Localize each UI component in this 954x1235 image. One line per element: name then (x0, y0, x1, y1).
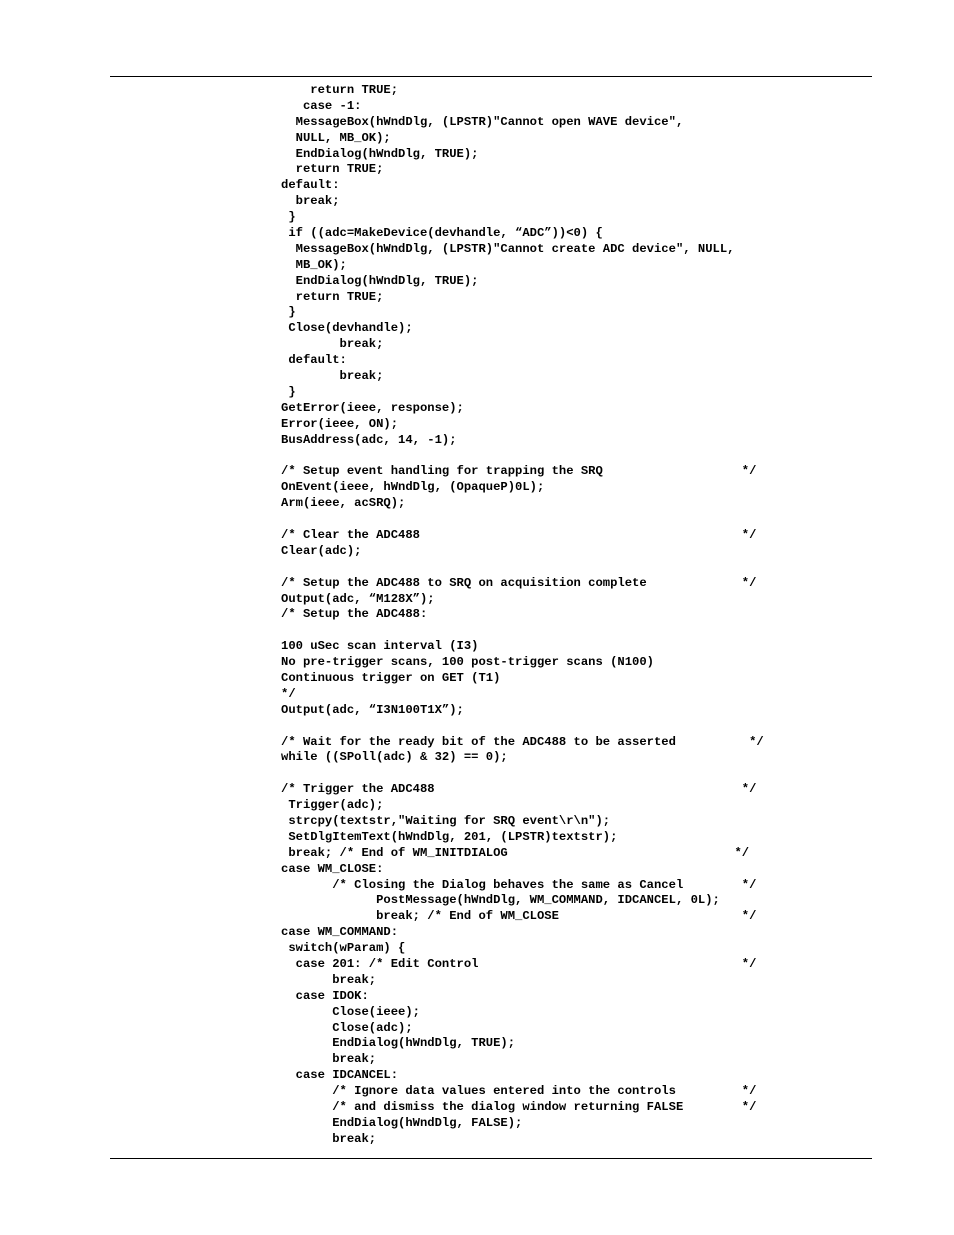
code-line: PostMessage(hWndDlg, WM_COMMAND, IDCANCEL, 0L); (281, 893, 720, 908)
code-line: Output(adc, “I3N100T1X”); (281, 702, 464, 717)
code-line: default: (281, 178, 340, 193)
code-line: break; (281, 369, 384, 384)
code-line: /* Setup the ADC488: (281, 607, 428, 622)
code-line: No pre-trigger scans, 100 post-trigger scans (N100) (281, 655, 654, 670)
code-line: MessageBox(hWndDlg, (LPSTR)"Cannot create ADC device", NULL, (281, 241, 735, 256)
code-line: */ (281, 686, 296, 701)
code-line: break; /* End of WM_INITDIALOG */ (281, 845, 750, 860)
code-line: if ((adc=MakeDevice(devhandle, “ADC”))<0) { (281, 226, 603, 241)
code-line: MB_OK); (281, 257, 347, 272)
code-line: } (281, 305, 296, 320)
code-line: case WM_COMMAND: (281, 925, 399, 940)
code-line: /* Clear the ADC488 */ (281, 527, 757, 542)
code-listing (281, 83, 871, 1148)
code-line: GetError(ieee, response); (281, 400, 464, 415)
code-line: break; (281, 337, 384, 352)
code-line: case IDOK: (281, 988, 369, 1003)
code-line: MessageBox(hWndDlg, (LPSTR)"Cannot open WAVE device", (281, 114, 684, 129)
code-line: 100 uSec scan interval (I3) (281, 639, 479, 654)
code-line: case WM_CLOSE: (281, 861, 384, 876)
code-line: while ((SPoll(adc) & 32) == 0); (281, 750, 508, 765)
code-line: break; (281, 972, 377, 987)
code-line (281, 448, 871, 464)
code-line: NULL, MB_OK); (281, 130, 391, 145)
code-line: Close(devhandle); (281, 321, 413, 336)
code-line: } (281, 210, 296, 225)
code-line: default: (281, 353, 347, 368)
code-line: Error(ieee, ON); (281, 416, 399, 431)
code-line: Close(ieee); (281, 1004, 420, 1019)
code-line: Clear(adc); (281, 543, 362, 558)
code-line: Trigger(adc); (281, 798, 384, 813)
code-line: Close(adc); (281, 1020, 413, 1035)
code-line: /* Trigger the ADC488 */ (281, 782, 757, 797)
code-line: return TRUE; (281, 83, 399, 97)
code-line: EndDialog(hWndDlg, FALSE); (281, 1115, 523, 1130)
code-line: /* Closing the Dialog behaves the same as Cancel */ (281, 877, 757, 892)
code-line: switch(wParam) { (281, 941, 406, 956)
code-line: break; (281, 1052, 377, 1067)
code-line: /* Ignore data values entered into the controls */ (281, 1084, 757, 1099)
code-line: /* Wait for the ready bit of the ADC488 to be asserted */ (281, 734, 764, 749)
code-line: } (281, 384, 296, 399)
code-line: SetDlgItemText(hWndDlg, 201, (LPSTR)textstr); (281, 829, 618, 844)
code-line: BusAddress(adc, 14, -1); (281, 432, 457, 447)
code-line: strcpy(textstr,"Waiting for SRQ event\r\n"); (281, 813, 611, 828)
code-line (281, 623, 871, 639)
code-line: /* Setup the ADC488 to SRQ on acquisition complete */ (281, 575, 757, 590)
code-line (281, 766, 871, 782)
code-line: EndDialog(hWndDlg, TRUE); (281, 146, 479, 161)
code-line: break; /* End of WM_CLOSE */ (281, 909, 757, 924)
code-line: return TRUE; (281, 162, 384, 177)
code-line: /* Setup event handling for trapping the SRQ */ (281, 464, 757, 479)
code-line: Output(adc, “M128X”); (281, 591, 435, 606)
code-line: case -1: (281, 98, 362, 113)
code-line: Arm(ieee, acSRQ); (281, 496, 406, 511)
code-line: OnEvent(ieee, hWndDlg, (OpaqueP)0L); (281, 480, 545, 495)
code-line: case IDCANCEL: (281, 1068, 399, 1083)
footer-rule (110, 1158, 872, 1159)
code-line: Continuous trigger on GET (T1) (281, 670, 501, 685)
code-line: EndDialog(hWndDlg, TRUE); (281, 273, 479, 288)
code-line: break; (281, 194, 340, 209)
code-line (281, 512, 871, 528)
code-line (281, 560, 871, 576)
header-rule (110, 76, 872, 77)
code-line: return TRUE; (281, 289, 384, 304)
code-line (281, 719, 871, 735)
code-line: EndDialog(hWndDlg, TRUE); (281, 1036, 516, 1051)
code-line: case 201: /* Edit Control */ (281, 956, 757, 971)
code-line: break; (281, 1131, 377, 1146)
code-line: /* and dismiss the dialog window returning FALSE */ (281, 1100, 757, 1114)
